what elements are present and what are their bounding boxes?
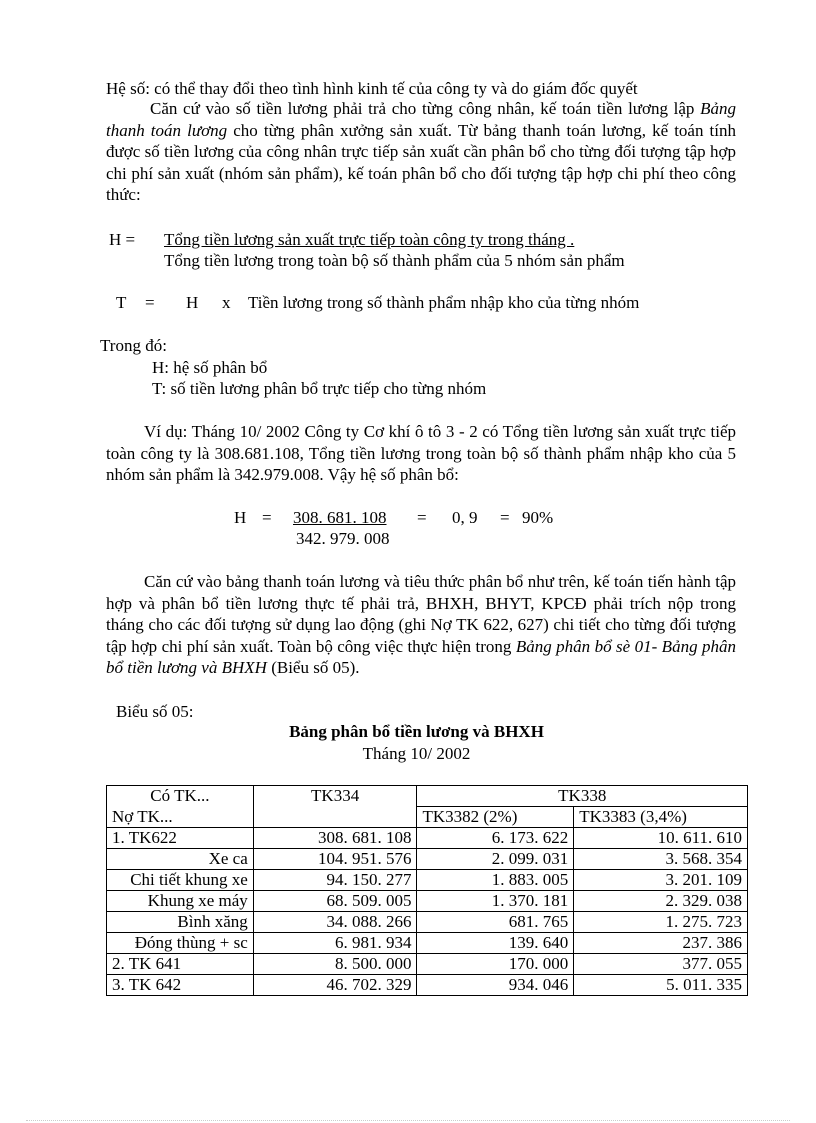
table-row: [107, 933, 748, 954]
cell-tk3383: 1. 275. 723: [574, 912, 748, 933]
cell-tk3382: 2. 099. 031: [417, 849, 574, 870]
paragraph-method-text-2: cho từng phân xưởng sản xuất. Từ bảng thanh toán lương, kế toán tính được số tiền lương của công nhân trực tiếp sản xuất cần phân bổ cho từng đối tượng tập hợp chi phí sản xuất (nhóm sản phẩm), kế toán phân bổ cho đối tượng tập hợp chi phí theo công thức:: [106, 120, 736, 205]
formula-t-equals: =: [145, 293, 155, 312]
calc-result-decimal: 0, 9: [452, 508, 478, 527]
cell-tk334: 104. 951. 576: [253, 849, 417, 870]
header-no-tk: Nợ TK...: [107, 807, 254, 828]
paragraph-allocation-italic: Bảng phân bổ sè 01- Bảng phân bổ tiền lương và BHXH: [106, 636, 736, 678]
cell-tk3382: 139. 640: [417, 933, 574, 954]
table-subtitle: Tháng 10/ 2002: [362, 744, 471, 763]
row-label: 3. TK 642: [107, 975, 254, 996]
row-label: Khung xe máy: [107, 891, 254, 912]
header-tk3383: TK3383 (3,4%): [574, 807, 748, 828]
cell-tk3383: 237. 386: [574, 933, 748, 954]
paragraph-method-italic: Bảng thanh toán lương: [106, 99, 736, 140]
table-row: [107, 912, 748, 933]
calc-denominator: 342. 979. 008: [296, 529, 390, 548]
table-row: [107, 828, 748, 849]
calc-h: H: [234, 508, 247, 527]
cell-tk334: 308. 681. 108: [253, 828, 417, 849]
paragraph-allocation-text-1: Căn cứ vào bảng thanh toán lương và tiêu thức phân bổ như trên, kế toán tiến hành tập hợp và phân bổ tiền lương thực tế phải trả, BHXH, BHYT, KPCĐ phải trích nộp trong tháng cho các đối tượng sử dụng lao động (ghi Nợ TK 622, 627) chi tiết cho từng đối tượng tập hợp chi phí sản xuất. Toàn bộ công việc thực hiện trong: [106, 572, 736, 656]
cell-tk334: 46. 702. 329: [253, 975, 417, 996]
allocation-table: [106, 785, 748, 996]
cell-tk3382: 934. 046: [417, 975, 574, 996]
cell-tk3382: 681. 765: [417, 912, 574, 933]
formula-t-h: H: [186, 293, 199, 312]
cell-tk3382: 170. 000: [417, 954, 574, 975]
legend-h-definition: H: hệ số phân bổ: [152, 358, 268, 377]
header-tk338: TK338: [417, 786, 748, 807]
cell-tk3383: 10. 611. 610: [574, 828, 748, 849]
paragraph-allocation-text-2: (Biểu số 05).: [266, 658, 360, 678]
page-bottom-rule: [26, 1120, 790, 1121]
formula-t-symbol: T: [116, 293, 127, 312]
table-title: Bảng phân bổ tiền lương và BHXH: [289, 722, 544, 741]
cell-tk3383: 2. 329. 038: [574, 891, 748, 912]
table-row: [107, 849, 748, 870]
table-header-row-2: [107, 807, 748, 828]
cell-tk334: 8. 500. 000: [253, 954, 417, 975]
cell-tk3382: 6. 173. 622: [417, 828, 574, 849]
cell-tk3383: 3. 201. 109: [574, 870, 748, 891]
header-tk334: TK334: [253, 786, 417, 828]
table-row: [107, 891, 748, 912]
calc-equals-3: =: [500, 508, 510, 527]
legend-heading: Trong đó:: [100, 336, 167, 355]
formula-h-label: H =: [109, 230, 136, 249]
example-paragraph: Ví dụ: Tháng 10/ 2002 Công ty Cơ khí ô tô 3 - 2 có Tổng tiền lương sản xuất trực tiếp toàn công ty là 308.681.108, Tổng tiền lương trong toàn bộ số thành phẩm nhập kho của 5 nhóm sản phẩm là 342.979.008. Vậy hệ số phân bổ:: [106, 422, 736, 485]
cell-tk3382: 1. 883. 005: [417, 870, 574, 891]
row-label: Bình xăng: [107, 912, 254, 933]
intro-line: Hệ số: có thể thay đổi theo tình hình kinh tế của công ty và do giám đốc quyết: [106, 79, 638, 98]
cell-tk334: 94. 150. 277: [253, 870, 417, 891]
formula-h-denominator: Tổng tiền lương trong toàn bộ số thành phẩm của 5 nhóm sản phẩm: [164, 251, 625, 270]
table-label: Biểu số 05:: [116, 702, 194, 721]
calc-numerator: 308. 681. 108: [293, 508, 387, 527]
cell-tk3382: 1. 370. 181: [417, 891, 574, 912]
table-header-row-1: [107, 786, 748, 807]
paragraph-allocation: [106, 571, 736, 679]
cell-tk3383: 3. 568. 354: [574, 849, 748, 870]
formula-t-text: Tiền lương trong số thành phẩm nhập kho của từng nhóm: [248, 293, 640, 312]
row-label: 1. TK622: [107, 828, 254, 849]
header-tk3382: TK3382 (2%): [417, 807, 574, 828]
paragraph-method: [106, 98, 736, 206]
table-row: [107, 870, 748, 891]
table-row: [107, 975, 748, 996]
calc-equals-1: =: [262, 508, 272, 527]
calc-equals-2: =: [417, 508, 427, 527]
formula-h-numerator: Tổng tiền lương sản xuất trực tiếp toàn công ty trong tháng .: [164, 230, 575, 249]
calc-result-percent: 90%: [522, 508, 554, 527]
cell-tk3383: 5. 011. 335: [574, 975, 748, 996]
row-label: Chi tiết khung xe: [107, 870, 254, 891]
row-label: Đóng thùng + sc: [107, 933, 254, 954]
cell-tk334: 68. 509. 005: [253, 891, 417, 912]
table-row: [107, 954, 748, 975]
formula-t-times: x: [222, 293, 231, 312]
cell-tk334: 34. 088. 266: [253, 912, 417, 933]
cell-tk3383: 377. 055: [574, 954, 748, 975]
row-label: Xe ca: [107, 849, 254, 870]
header-co-tk: Có TK...: [107, 786, 254, 807]
cell-tk334: 6. 981. 934: [253, 933, 417, 954]
legend-t-definition: T: số tiền lương phân bổ trực tiếp cho từng nhóm: [152, 379, 487, 398]
paragraph-method-text-1: Căn cứ vào số tiền lương phải trả cho từng công nhân, kế toán tiền lương lập: [150, 99, 701, 118]
row-label: 2. TK 641: [107, 954, 254, 975]
